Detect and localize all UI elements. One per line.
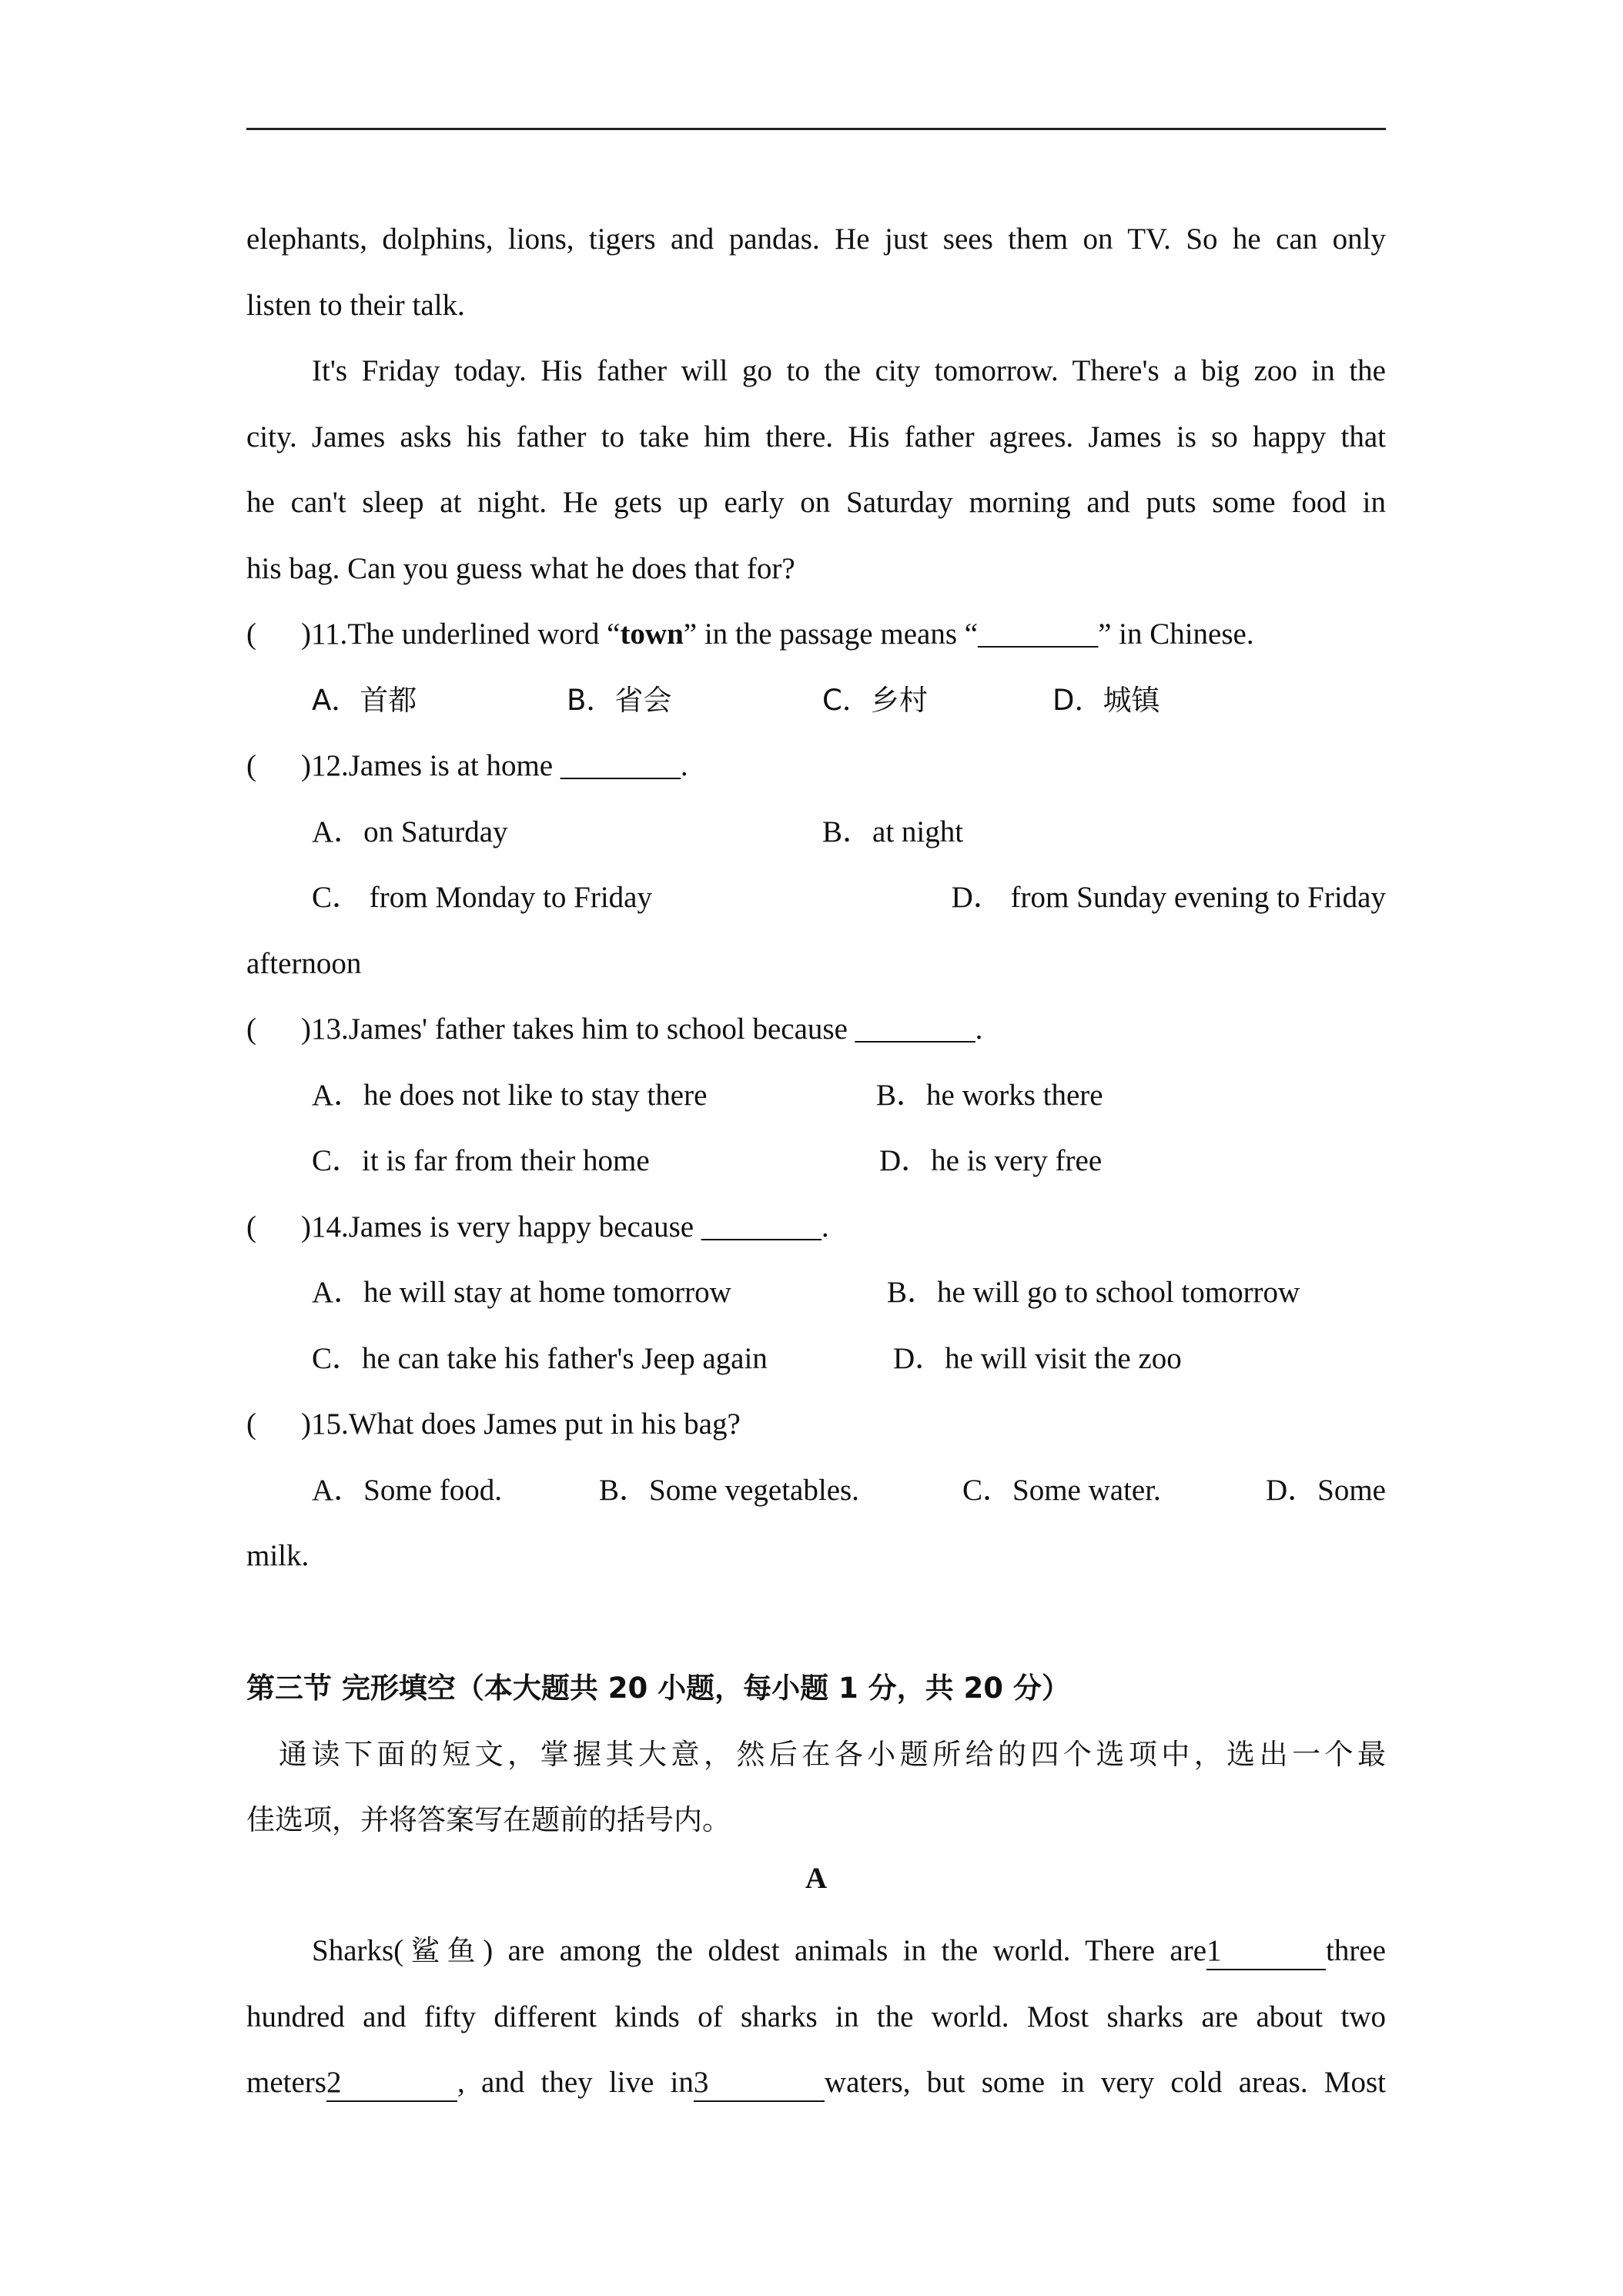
cloze-line: Sharks(鲨鱼) are among the oldest animals in the world. There are1 three — [312, 1918, 1386, 1984]
question-stem: What does James put in his bag? — [348, 1407, 741, 1441]
question-stem: James' father takes him to school because ________. — [348, 1012, 983, 1046]
answer-paren-close: ) — [301, 749, 311, 782]
question-stem: James is at home ________. — [348, 749, 688, 782]
option-b[interactable]: B．he will go to school tomorrow — [887, 1276, 1300, 1309]
question-stem: ” in Chinese. — [1098, 618, 1254, 651]
option-d-wrap: afternoon — [246, 947, 362, 980]
option-b[interactable]: B．省会 — [567, 684, 672, 717]
question-number: 13. — [311, 1012, 349, 1046]
question-stem: The underlined word “ — [347, 618, 621, 651]
cloze-blank-2[interactable]: 2 — [326, 2067, 457, 2102]
option-d-wrap: milk. — [246, 1539, 310, 1572]
question-number: 15. — [311, 1407, 349, 1441]
section-heading: 第三节 完形填空（本大题共 20 小题，每小题 1 分，共 20 分） — [246, 1672, 1070, 1705]
passage-line: elephants, dolphins, lions, tigers and pandas. He just sees them on TV. So he can only — [246, 223, 1386, 256]
shark-cjk-gloss: 鲨鱼 — [403, 1934, 484, 1967]
header-rule — [246, 128, 1386, 130]
option-c[interactable]: C．he can take his father's Jeep again — [312, 1342, 768, 1375]
question-13 — [246, 996, 1386, 1063]
option-d[interactable]: D．he will visit the zoo — [893, 1342, 1182, 1375]
question-14 — [246, 1194, 1386, 1260]
answer-paren-open: ( — [246, 1012, 256, 1046]
question-15 — [246, 1391, 1386, 1458]
option-c[interactable]: C．it is far from their home — [312, 1144, 650, 1177]
passage-line: listen to their talk. — [246, 289, 465, 322]
passage-line: city. James asks his father to take him there. His father agrees. James is so happy that — [246, 420, 1386, 454]
option-a[interactable]: A．on Saturday — [312, 815, 508, 848]
option-d[interactable]: D．城镇 — [1052, 684, 1160, 717]
option-d[interactable]: D．Some — [1265, 1474, 1386, 1507]
stem-blank: ________ — [978, 618, 1099, 651]
option-b[interactable]: B．Some vegetables. — [599, 1474, 859, 1507]
question-stem: ” in the passage means “ — [683, 618, 979, 651]
answer-paren-close: ) — [301, 1210, 311, 1243]
option-a[interactable]: A．首都 — [312, 684, 417, 717]
answer-paren-close: ) — [301, 618, 311, 651]
instruction-line: 通读下面的短文，掌握其大意，然后在各小题所给的四个选项中，选出一个最 — [279, 1738, 1386, 1771]
option-a[interactable]: A．Some food. — [312, 1474, 502, 1507]
underlined-word: town — [620, 618, 684, 651]
cloze-line: hundred and fifty different kinds of sharks in the world. Most sharks are about two — [246, 2000, 1386, 2033]
cloze-line: meters2 , and they live in3 waters, but some in very cold areas. Most — [246, 2050, 1386, 2116]
passage-line: his bag. Can you guess what he does that for? — [246, 552, 795, 585]
passage-line: he can't sleep at night. He gets up early on Saturday morning and puts some food in — [246, 486, 1386, 519]
option-c[interactable]: C．乡村 — [822, 684, 928, 717]
answer-paren-open: ( — [246, 618, 256, 651]
option-d[interactable]: D． from Sunday evening to Friday — [951, 881, 1386, 914]
question-stem: James is very happy because ________. — [348, 1210, 829, 1243]
question-12 — [246, 733, 1386, 799]
option-b[interactable]: B．he works there — [876, 1079, 1103, 1112]
option-a[interactable]: A．he will stay at home tomorrow — [312, 1276, 731, 1309]
question-11 — [246, 601, 1386, 668]
answer-paren-close: ) — [301, 1407, 311, 1441]
option-c[interactable]: C． from Monday to Friday — [312, 881, 652, 914]
option-a[interactable]: A．he does not like to stay there — [312, 1079, 708, 1112]
passage-label: A — [805, 1862, 828, 1895]
option-d[interactable]: D．he is very free — [879, 1144, 1103, 1177]
answer-paren-open: ( — [246, 1407, 256, 1441]
instruction-line: 佳选项，并将答案写在题前的括号内。 — [246, 1803, 731, 1836]
option-c[interactable]: C．Some water. — [962, 1474, 1161, 1507]
question-number: 11. — [311, 618, 348, 651]
question-number: 12. — [311, 749, 349, 782]
option-b[interactable]: B．at night — [822, 815, 964, 848]
answer-paren-open: ( — [246, 1210, 256, 1243]
cloze-blank-1[interactable]: 1 — [1206, 1936, 1326, 1970]
question-number: 14. — [311, 1210, 349, 1243]
passage-line: It's Friday today. His father will go to the city tomorrow. There's a big zoo in the — [312, 354, 1386, 387]
answer-paren-open: ( — [246, 749, 256, 782]
answer-paren-close: ) — [301, 1012, 311, 1046]
cloze-blank-3[interactable]: 3 — [694, 2067, 825, 2102]
